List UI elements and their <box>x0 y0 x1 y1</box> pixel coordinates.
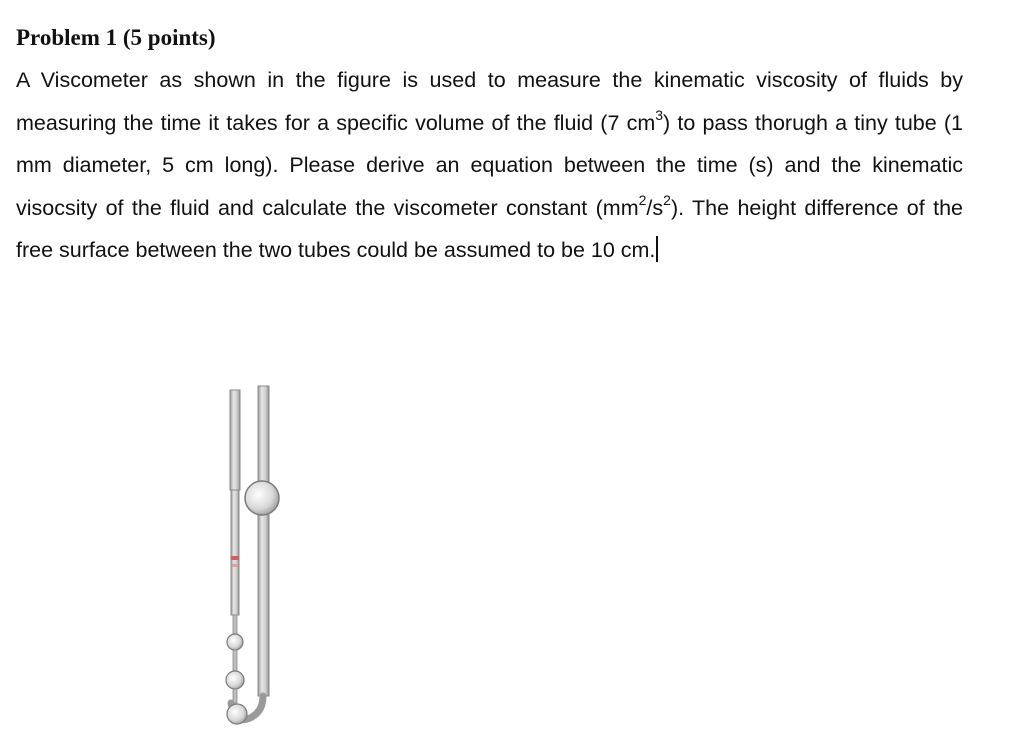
left-tube-lower <box>231 490 239 615</box>
problem-title: Problem 1 (5 points) <box>16 25 216 50</box>
statement-text-2: ) to pass thorugh a tiny tube (1 mm diameter, 5 cm long). Please derive an equation between the time (s) and the kinematic visocsity of the fluid and calculate the viscometer constant (mm <box>16 110 963 220</box>
statement-text-3: /s <box>646 195 664 220</box>
right-tube <box>258 386 269 696</box>
bottom-bulb <box>227 704 247 724</box>
upper-measuring-bulb <box>227 634 243 650</box>
reservoir-bulb <box>245 481 279 515</box>
superscript-volume-exponent: 3 <box>655 107 664 124</box>
capillary-lower <box>233 650 237 672</box>
text-cursor <box>656 236 658 262</box>
statement-text-1: A Viscometer as shown in the figure is used to measure the kinematic viscosity of fluids by measuring the time it takes for a specific volume of the fluid (7 cm <box>16 68 963 135</box>
viscometer-icon <box>210 380 300 750</box>
problem-statement[interactable] <box>16 59 963 272</box>
lower-measuring-bulb <box>226 671 244 689</box>
superscript-length-exponent: 2 <box>638 192 647 209</box>
left-tube-top <box>230 390 240 490</box>
statement-text-4: ). The height difference of the free surface between the two tubes could be assumed to be 10 cm. <box>16 195 963 262</box>
timing-mark <box>231 556 239 560</box>
superscript-time-exponent: 2 <box>663 192 671 209</box>
timing-mark <box>232 564 238 567</box>
viscometer-figure <box>210 380 300 750</box>
